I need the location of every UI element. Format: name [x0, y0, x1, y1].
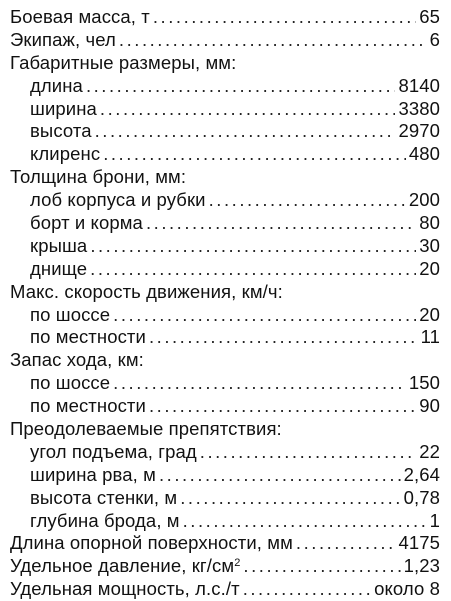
row-label: высота стенки, м	[30, 486, 178, 508]
row-value: 20	[419, 303, 440, 325]
row-value: 20	[419, 257, 440, 279]
spec-row-armor-side	[10, 212, 440, 235]
spec-row-speed-road	[10, 304, 440, 327]
spec-row-range-terrain	[10, 395, 440, 418]
row-value: около 8	[374, 578, 440, 600]
row-value: 480	[408, 143, 440, 165]
dot-leader	[183, 510, 427, 533]
unit-superscript: 2	[234, 557, 241, 570]
row-label: Удельная мощность, л.с./т	[10, 578, 240, 600]
section-header-range	[10, 349, 440, 372]
dot-leader	[86, 75, 396, 98]
spec-row-crew	[10, 29, 440, 52]
row-label: высота	[30, 120, 92, 142]
spec-row-range-road	[10, 372, 440, 395]
row-label: глубина брода, м	[30, 509, 180, 531]
row-label: по шоссе	[30, 372, 111, 394]
section-label: Толщина брони, мм:	[10, 166, 187, 188]
spec-row-speed-terrain	[10, 326, 440, 349]
spec-row-track-length	[10, 532, 440, 555]
dot-leader	[146, 212, 416, 235]
spec-row-armor-bottom	[10, 258, 440, 281]
row-label: по шоссе	[30, 303, 111, 325]
row-value: 2970	[398, 120, 440, 142]
spec-row-width	[10, 98, 440, 121]
row-value: 150	[408, 372, 440, 394]
row-label: ширина	[30, 97, 97, 119]
spec-row-length	[10, 75, 440, 98]
dot-leader	[296, 532, 396, 555]
row-value: 8140	[398, 74, 440, 96]
spec-row-power-ratio	[10, 578, 440, 601]
spec-row-climb-angle	[10, 441, 440, 464]
row-value: 90	[419, 395, 440, 417]
dot-leader	[209, 189, 406, 212]
row-value: 3380	[398, 97, 440, 119]
row-label: длина	[30, 74, 83, 96]
section-label: Преодолеваемые препятствия:	[10, 418, 282, 440]
dot-leader	[113, 372, 406, 395]
row-label-text: Удельное давление, кг/см	[10, 555, 235, 577]
dot-leader	[90, 235, 416, 258]
section-header-obstacles	[10, 418, 440, 441]
row-label: угол подъема, град	[30, 440, 197, 462]
dot-leader	[95, 120, 396, 143]
row-label	[10, 555, 240, 578]
dot-leader	[149, 326, 418, 349]
dot-leader	[90, 258, 416, 281]
row-label: крыша	[30, 234, 88, 256]
section-header-armor	[10, 166, 440, 189]
dot-leader	[159, 464, 401, 487]
row-value: 4175	[398, 532, 440, 554]
section-header-dimensions	[10, 52, 440, 75]
row-value: 6	[429, 28, 440, 50]
dot-leader	[243, 555, 400, 578]
dot-leader	[149, 395, 416, 418]
row-label: Экипаж, чел	[10, 28, 116, 50]
dot-leader	[113, 304, 416, 327]
section-header-speed	[10, 281, 440, 304]
row-value: 2,64	[403, 463, 440, 485]
section-label: Габаритные размеры, мм:	[10, 51, 237, 73]
row-label: борт и корма	[30, 212, 143, 234]
row-value: 200	[408, 189, 440, 211]
spec-row-ford-depth	[10, 510, 440, 533]
spec-row-height	[10, 120, 440, 143]
row-label: Длина опорной поверхности, мм	[10, 532, 293, 554]
row-value: 22	[419, 440, 440, 462]
spec-row-clearance	[10, 143, 440, 166]
row-value: 1,23	[403, 555, 440, 577]
row-label: днище	[30, 257, 88, 279]
dot-leader	[200, 441, 416, 464]
row-value: 11	[420, 326, 440, 348]
row-label: ширина рва, м	[30, 463, 156, 485]
spec-row-armor-roof	[10, 235, 440, 258]
row-value: 1	[429, 509, 440, 531]
row-value: 80	[419, 212, 440, 234]
row-value: 65	[419, 6, 440, 27]
row-label: лоб корпуса и рубки	[30, 189, 206, 211]
dot-leader	[243, 578, 371, 601]
row-value: 0,78	[403, 486, 440, 508]
spec-row-wall-height	[10, 487, 440, 510]
dot-leader	[180, 487, 400, 510]
dot-leader	[100, 98, 396, 121]
section-label: Запас хода, км:	[10, 349, 144, 371]
dot-leader	[103, 143, 406, 166]
dot-leader	[119, 29, 427, 52]
spec-row-armor-front	[10, 189, 440, 212]
spec-row-trench-width	[10, 464, 440, 487]
row-label: по местности	[30, 395, 146, 417]
section-label: Макс. скорость движения, км/ч:	[10, 280, 283, 302]
spec-row-ground-pressure	[10, 555, 440, 578]
row-label: Боевая масса, т	[10, 6, 150, 27]
dot-leader	[153, 6, 416, 29]
row-label: клиренс	[30, 143, 101, 165]
row-value: 30	[419, 234, 440, 256]
spec-row-combat-weight	[10, 6, 440, 29]
row-label: по местности	[30, 326, 146, 348]
